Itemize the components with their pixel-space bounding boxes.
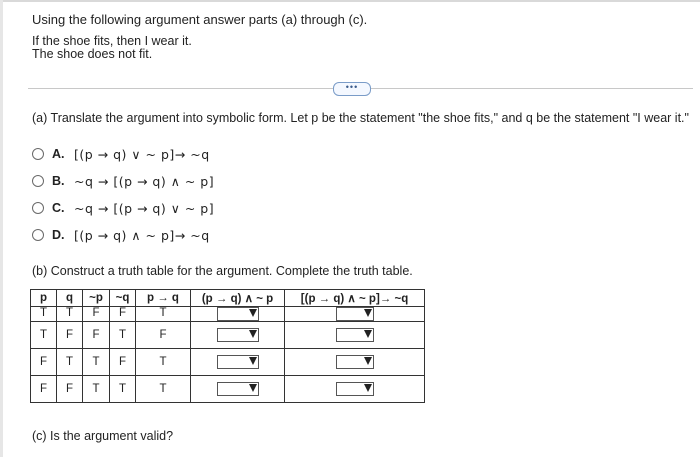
header-conjunction: (p → q) ∧ ~ p bbox=[191, 290, 285, 307]
cell: T bbox=[83, 376, 110, 403]
option-letter: B. bbox=[52, 174, 65, 188]
dropdown-arrow-icon bbox=[249, 384, 257, 392]
option-formula: [(p → q) ∨ ~ p]→ ~q bbox=[74, 146, 210, 162]
radio-icon[interactable] bbox=[32, 229, 44, 241]
dropdown-arrow-icon bbox=[364, 357, 372, 365]
header-not-p: ~p bbox=[83, 290, 110, 307]
top-border bbox=[0, 0, 700, 2]
cell: F bbox=[110, 349, 136, 376]
cell: T bbox=[136, 376, 191, 403]
table-row bbox=[31, 349, 425, 376]
dropdown-arrow-icon bbox=[364, 309, 372, 317]
expand-more-button[interactable]: ••• bbox=[333, 82, 371, 96]
header-conclusion: [(p → q) ∧ ~ p]→ ~q bbox=[285, 290, 425, 307]
cell: T bbox=[136, 349, 191, 376]
dropdown-arrow-icon bbox=[249, 357, 257, 365]
option-letter: C. bbox=[52, 201, 65, 215]
table-row bbox=[31, 376, 425, 403]
dropdown-cell bbox=[285, 307, 425, 322]
header-q: q bbox=[57, 290, 83, 307]
truth-table bbox=[30, 289, 425, 403]
option-letter: A. bbox=[52, 147, 65, 161]
cell: F bbox=[136, 322, 191, 349]
option-b[interactable] bbox=[32, 172, 214, 190]
left-border bbox=[0, 0, 3, 457]
radio-icon[interactable] bbox=[32, 148, 44, 160]
cell: F bbox=[31, 376, 57, 403]
cell: F bbox=[83, 322, 110, 349]
instructions-text: Using the following argument answer parts (a) through (c). bbox=[32, 12, 368, 27]
table-row bbox=[31, 307, 425, 322]
cell: F bbox=[83, 307, 110, 322]
cell: T bbox=[136, 307, 191, 322]
cell: F bbox=[31, 349, 57, 376]
answer-dropdown[interactable] bbox=[336, 382, 374, 396]
part-a-question: (a) Translate the argument into symbolic form. Let p be the statement "the shoe fits," and q be the statement "I wear it." bbox=[32, 111, 689, 125]
option-formula: ~q → [(p → q) ∨ ~ p] bbox=[74, 200, 215, 216]
option-formula: ~q → [(p → q) ∧ ~ p] bbox=[74, 173, 215, 189]
cell: T bbox=[110, 376, 136, 403]
premise-1: If the shoe fits, then I wear it. bbox=[32, 34, 192, 48]
table-header-row bbox=[31, 290, 425, 307]
option-formula: [(p → q) ∧ ~ p]→ ~q bbox=[74, 227, 210, 243]
cell: T bbox=[31, 322, 57, 349]
dropdown-cell bbox=[285, 322, 425, 349]
cell: T bbox=[83, 349, 110, 376]
header-p-implies-q: p → q bbox=[136, 290, 191, 307]
answer-dropdown[interactable] bbox=[217, 382, 259, 396]
radio-icon[interactable] bbox=[32, 202, 44, 214]
dropdown-cell bbox=[191, 307, 285, 322]
premise-2: The shoe does not fit. bbox=[32, 47, 153, 61]
dropdown-cell bbox=[285, 349, 425, 376]
cell: F bbox=[57, 322, 83, 349]
cell: F bbox=[110, 307, 136, 322]
answer-dropdown[interactable] bbox=[336, 355, 374, 369]
answer-dropdown[interactable] bbox=[217, 355, 259, 369]
option-a[interactable] bbox=[32, 145, 210, 163]
dropdown-cell bbox=[285, 376, 425, 403]
cell: T bbox=[110, 322, 136, 349]
table-row bbox=[31, 322, 425, 349]
dropdown-arrow-icon bbox=[249, 309, 257, 317]
cell: T bbox=[31, 307, 57, 322]
radio-icon[interactable] bbox=[32, 175, 44, 187]
answer-dropdown[interactable] bbox=[217, 328, 259, 342]
answer-dropdown[interactable] bbox=[217, 307, 259, 321]
cell: T bbox=[57, 307, 83, 322]
answer-dropdown[interactable] bbox=[336, 307, 374, 321]
dropdown-arrow-icon bbox=[249, 330, 257, 338]
part-b-question: (b) Construct a truth table for the argument. Complete the truth table. bbox=[32, 264, 413, 278]
header-p: p bbox=[31, 290, 57, 307]
dropdown-arrow-icon bbox=[364, 384, 372, 392]
part-c-question: (c) Is the argument valid? bbox=[32, 429, 174, 443]
dropdown-cell bbox=[191, 349, 285, 376]
header-not-q: ~q bbox=[110, 290, 136, 307]
option-d[interactable] bbox=[32, 226, 210, 244]
cell: F bbox=[57, 376, 83, 403]
dropdown-cell bbox=[191, 376, 285, 403]
dropdown-cell bbox=[191, 322, 285, 349]
option-letter: D. bbox=[52, 228, 65, 242]
dropdown-arrow-icon bbox=[364, 330, 372, 338]
answer-dropdown[interactable] bbox=[336, 328, 374, 342]
cell: T bbox=[57, 349, 83, 376]
option-c[interactable] bbox=[32, 199, 214, 217]
